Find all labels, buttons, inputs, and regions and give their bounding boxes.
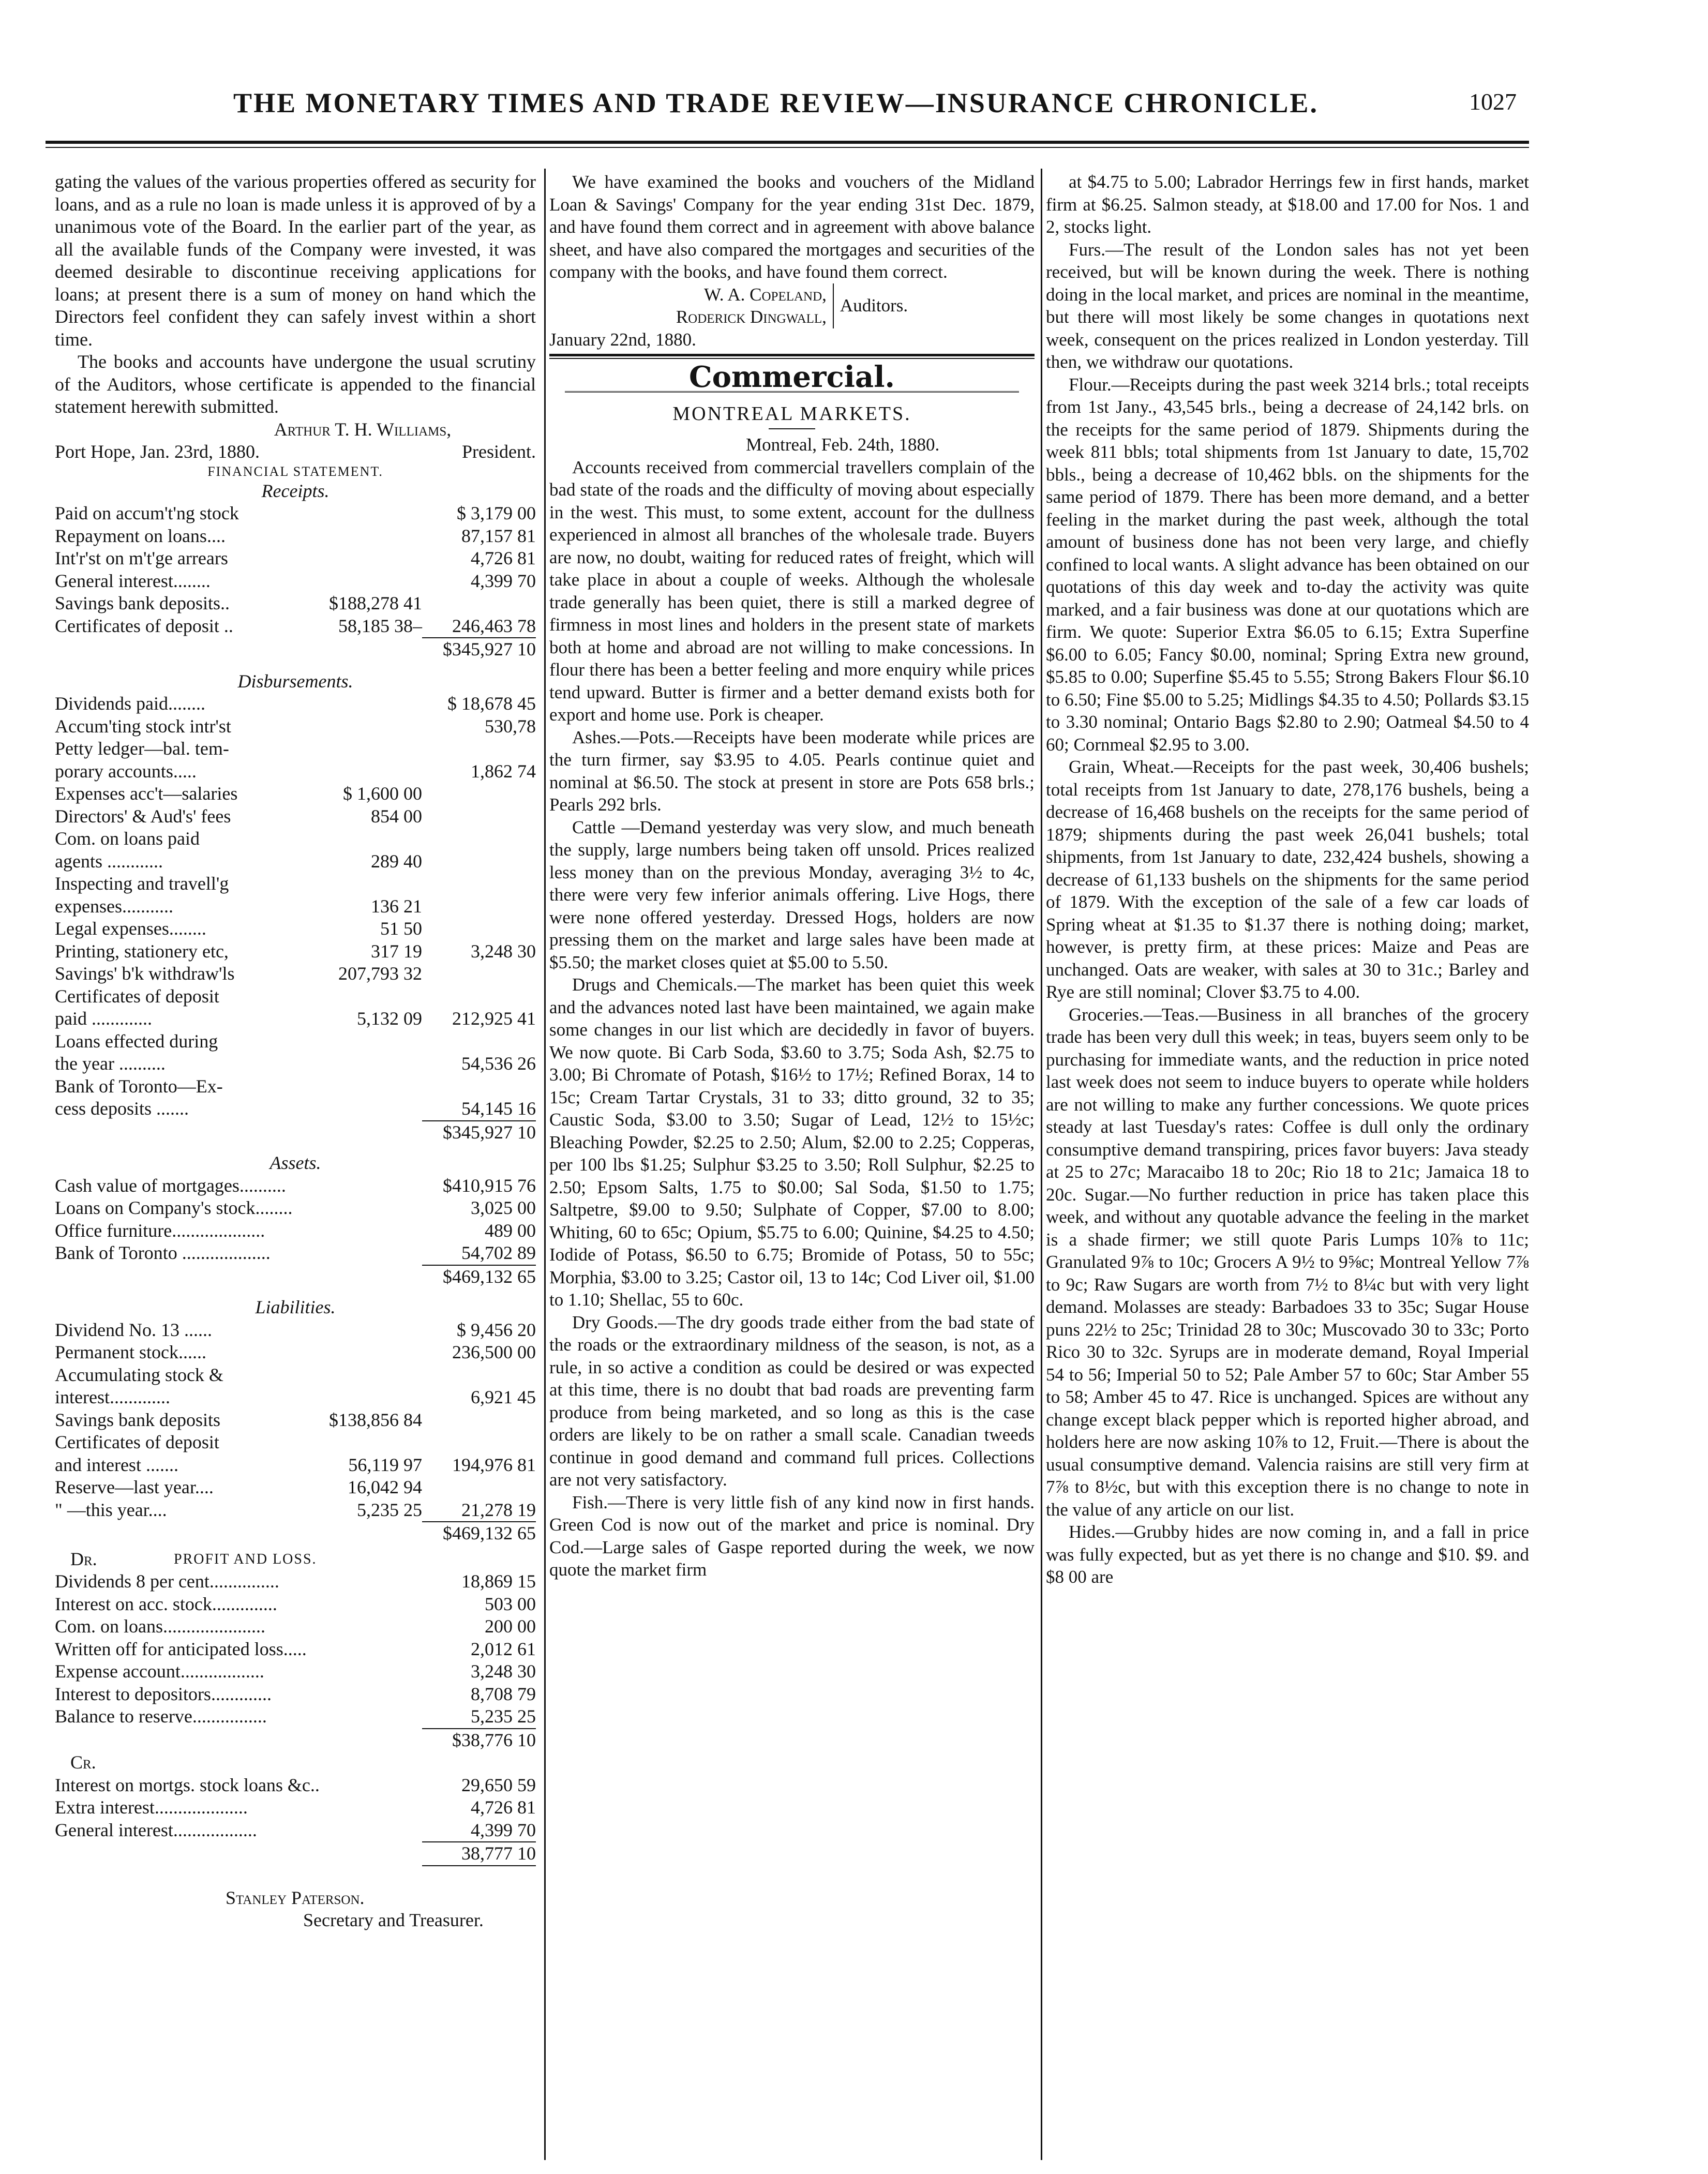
table-row [55,918,536,940]
row-label: Certificates of deposit .. [55,615,233,636]
row-sub-amount [319,1319,422,1342]
receipts-total: $345,927 10 [443,639,536,659]
market-paragraph: Grain, Wheat.—Receipts for the past week, 30,406 bushels; total receipts from 1st January to date, 278,176 bushels, being a decrease of 16,468 bushels on the receipts for the same period of 1879; shipments during the past week 26,041 bushels; total shipments, from 1st January to date, 232,424 bushels, showing a decrease of 61,133 bushels on the shipments for the same period of 1879. With the exception of the sale of a few car loads of Spring wheat at $1.35 to $1.37 there is nothing doing; market, however, is pretty firm, at these prices: Maize and Peas are unchanged. Oats are weaker, with sales at 30 to 31c.; Barley and Rye are still nominal; Clover $3.75 to 4.00. [1046,757,1529,1002]
row-sub-amount [319,1075,422,1098]
table-row [55,850,536,873]
row-label: Balance to reserve................ [55,1706,267,1727]
table-row [55,1796,536,1819]
auditor-2: Roderick Dingwall, [676,307,827,327]
table-row [55,1774,536,1797]
receipts-table [55,502,536,637]
table-row [55,1075,536,1098]
table-row [55,693,536,715]
column-3 [1046,171,1529,1588]
liabilities-total-row [55,1522,536,1545]
row-amount: 194,976 81 [452,1454,536,1475]
pl-total-row [55,1729,536,1752]
row-amount: 4,399 70 [471,1819,536,1840]
row-amount [422,805,536,828]
row-label: Bank of Toronto ................... [55,1242,271,1263]
table-row [55,1499,536,1522]
table-row [55,1386,536,1409]
market-paragraph: Ashes.—Pots.—Receipts have been moderate while prices are the turn firmer, say $3.95 to 4.05. Pearls continue quiet and nominal at $6.50. The stock at present in store are Pots 658 brls.; Pearls 292 brls. [549,727,1035,815]
signer-name: Arthur T. H. Williams, [274,418,452,440]
row-sub-amount [319,1364,422,1387]
row-sub-amount: 5,235 25 [357,1499,422,1520]
table-row [55,985,536,1008]
row-amount: 8,708 79 [471,1683,536,1704]
row-amount: $ 9,456 20 [457,1319,536,1340]
receipts-heading: Receipts. [261,480,329,501]
table-row [55,1319,536,1342]
row-amount [422,1409,536,1432]
column-2 [549,171,1035,1581]
auditors-block [549,283,1035,328]
cr-total-row [55,1842,536,1865]
table-row [55,1098,536,1120]
row-amount: $ 18,678 45 [447,693,536,714]
row-label: Dividend No. 13 ...... [55,1319,212,1340]
market-paragraph: Furs.—The result of the London sales has not yet been received, but will be known during the week. There is nothing doing in the local market, and prices are nominal in the meantime, but there will most likely be some changes in quotations next week, consequent on the prices realized in London yesterday. Till then, we withdraw our quotations. [1046,239,1529,372]
table-row [55,760,536,783]
credit-table [55,1774,536,1842]
row-sub-amount [319,1386,422,1409]
markets-title: MONTREAL MARKETS. [672,402,911,425]
table-row [55,1053,536,1075]
row-label: Savings bank deposits.. [55,593,230,613]
row-label: " —this year.... [55,1499,167,1520]
row-amount [422,918,536,940]
assets-total: $469,132 65 [443,1266,536,1287]
table-row [55,615,536,638]
row-amount: 4,726 81 [471,1797,536,1818]
statement-title: FINANCIAL STATEMENT. [207,463,383,479]
market-paragraph: Drugs and Chemicals.—The market has been quiet this week and the advances noted last have been maintained, we again make some changes in our list which are decidedly in favor of buyers. We now quote. Bi Carb Soda, $3.60 to 3.75; Soda Ash, $2.75 to 3.00; Bi Chromate of Potash, $16½ to 17½; Refined Borax, 14 to 15c; Cream Tartar Crystals, 31 to 33; ditto ground, 32 to 35; Caustic Soda, $3.00 to 3.50; Sugar of Lead, 12½ to 15½c; Bleaching Powder, $2.25 to 2.50; Alum, $2.00 to 2.25; Copperas, per 100 lbs $1.25; Sulphur $3.25 to 3.50; Roll Sulphur, $2.25 to 2.50; Epsom Salts, 1.75 to $0.00; Sal Soda, $1.50 to 1.75; Saltpetre, $9.00 to 9.50; Sulphate of Copper, $7.00 to 8.00; Whiting, 60 to 65c; Opium, $5.75 to 6.00; Quinine, $4.25 to 4.50; Iodide of Potass, $6.50 to 6.75; Bromide of Potass, 50 to 55c; Morphia, $3.00 to 3.25; Castor oil, 13 to 14c; Cod Liver oil, $1.00 to 1.10; Shellac, 55 to 60c. [549,974,1035,1310]
row-sub-amount: 317 19 [371,940,422,962]
row-sub-amount [319,1030,422,1053]
row-sub-amount [319,738,422,760]
market-paragraph: Fish.—There is very little fish of any kind now in first hands. Green Cod is now out of the market and price is nominal. Dry Cod.—Large sales of Gaspe reported during the week, we now quote the market firm [549,1492,1035,1580]
table-row [55,963,536,985]
row-label: expenses........... [55,895,173,917]
row-sub-amount: 51 50 [380,918,422,939]
row-label: Inspecting and travell'g [55,873,229,894]
row-amount: 5,235 25 [471,1706,536,1727]
row-amount [422,895,536,918]
table-row [55,570,536,593]
row-amount [422,738,536,760]
row-label: Com. on loans paid [55,828,200,849]
disbursements-table [55,693,536,1120]
table-row [55,1615,536,1638]
table-row [55,1570,536,1593]
table-row [55,895,536,918]
row-label: Com. on loans...................... [55,1616,266,1637]
table-row [55,525,536,548]
row-sub-amount: $188,278 41 [329,593,422,613]
row-amount: 3,248 30 [471,940,536,962]
row-label: and interest ....... [55,1454,178,1475]
row-amount [422,1476,536,1499]
column-divider-2 [1041,169,1042,2160]
assets-table [55,1175,536,1265]
disbursements-total: $345,927 10 [443,1121,536,1143]
row-amount: 489 00 [485,1220,536,1241]
row-amount: 18,869 15 [461,1571,536,1592]
row-label: cess deposits ....... [55,1098,189,1119]
table-row [55,828,536,850]
market-paragraph: Hides.—Grubby hides are now coming in, and a fall in price was fully expected, but as yet there is no change and $10. $9. and $8 00 are [1046,1522,1529,1587]
row-sub-amount [319,1431,422,1454]
table-row [55,1454,536,1477]
table-row [55,873,536,895]
row-label: interest............. [55,1387,170,1407]
row-amount [422,1030,536,1053]
row-sub-amount: 289 40 [371,850,422,872]
page-number: 1027 [1469,88,1517,115]
row-label: the year .......... [55,1053,166,1074]
row-amount [422,828,536,850]
row-label: Written off for anticipated loss..... [55,1638,307,1659]
row-label: Accumulating stock & [55,1364,223,1385]
row-label: Legal expenses........ [55,918,206,939]
table-row [55,1638,536,1661]
row-amount: $ 3,179 00 [457,503,536,523]
row-amount: 503 00 [485,1593,536,1614]
row-sub-amount [319,1098,422,1120]
row-label: Accum'ting stock intr'st [55,715,231,737]
row-label: Cash value of mortgages.......... [55,1175,286,1196]
row-sub-amount: 207,793 32 [338,963,422,984]
table-row [55,1242,536,1265]
row-sub-amount [319,693,422,715]
row-label: Expenses acc't—salaries [55,783,238,804]
table-row [55,592,536,615]
liabilities-heading: Liabilities. [255,1297,336,1317]
row-label: Loans effected during [55,1030,218,1052]
row-label: Extra interest.................... [55,1797,248,1818]
assets-heading: Assets. [269,1152,321,1173]
profit-loss-heading-row [55,1548,536,1571]
dateline: Montreal, Feb. 24th, 1880. [746,434,940,455]
row-label: Interest on acc. stock.............. [55,1593,277,1614]
table-row [55,1819,536,1842]
table-row [55,1683,536,1706]
row-amount [422,985,536,1008]
table-row [55,1008,536,1030]
row-amount: $410,915 76 [443,1175,536,1196]
market-report [549,456,1035,1581]
row-sub-amount: $138,856 84 [329,1409,422,1430]
market-paragraph: Flour.—Receipts during the past week 3214 brls.; total receipts from 1st Jany., 43,545 brls., being a decrease of 24,142 brls. on the receipts for the same period of 1879. Shipments during the week 811 bbls; total shipments from 1st January to date, 15,702 bbls., being a decrease of 10,462 bbls. on the shipments for the same period of 1879. There has been more demand, and a better feeling in the market during the past week, although the total amount of business done has not been very large, and chiefly confined to local wants. A slight advance has been obtained on our quotations of this day week and to-day the activity was quite marked, and a fair business was done at our quotations which are firm. We quote: Superior Extra $6.05 to 6.15; Extra Superfine $6.00 to 6.05; Fancy $0.00, nominal; Spring Extra new ground, $5.85 to 0.00; Superfine $5.45 to 5.55; Strong Bakers Flour $6.10 to 6.50; Fine $5.00 to 5.25; Midlings $4.35 to 4.50; Pollards $3.15 to 3.30 nominal; Ontario Bags $2.80 to 2.90; Oatmeal $4.50 to 4 60; Cornmeal $2.95 to 3.00. [1046,374,1529,755]
row-label: Expense account.................. [55,1661,264,1682]
market-paragraph: Dry Goods.—The dry goods trade either from the bad state of the roads or the extraordinary mildness of the season, is not, as a rule, in so active a condition as could be desired or was expected at this time, there is no doubt that bad roads are preventing farm produce from being marketed, and so long as this is the case orders are likely to be on rather a small scale. Canadian tweeds continue in good demand and command full prices. Collections are not very satisfactory. [549,1312,1035,1490]
row-label: Certificates of deposit [55,1432,219,1452]
row-label: Petty ledger—bal. tem- [55,738,229,759]
signer-place: Port Hope, Jan. 23rd, 1880. [55,441,260,462]
row-sub-amount: 58,185 38– [338,615,422,636]
table-row [55,1476,536,1499]
row-amount [422,1431,536,1454]
row-label: Directors' & Aud's' fees [55,805,231,827]
row-sub-amount [319,570,422,593]
closing-title: Secretary and Treasurer. [303,1910,484,1930]
row-label: Office furniture.................... [55,1220,265,1241]
row-label: agents ............ [55,850,163,872]
row-sub-amount: 854 00 [371,805,422,827]
table-row [55,1175,536,1197]
market-report-continued [1046,171,1529,1588]
table-row [55,1030,536,1053]
row-amount: 4,726 81 [471,548,536,568]
table-row [55,783,536,805]
row-sub-amount: 136 21 [371,895,422,917]
disbursements-heading: Disbursements. [237,670,353,692]
table-row [55,1364,536,1387]
row-sub-amount [319,547,422,570]
column-1 [55,171,536,1932]
row-sub-amount [319,502,422,525]
row-label: Loans on Company's stock........ [55,1197,293,1218]
table-row [55,547,536,570]
intro-paragraph-2: The books and accounts have undergone the usual scrutiny of the Auditors, whose certificate is appended to the financial statement herewith submitted. [55,351,536,417]
table-row [55,1197,536,1220]
assets-total-row [55,1266,536,1288]
table-row [55,738,536,760]
row-label: paid ............. [55,1008,152,1029]
table-row [55,502,536,525]
market-paragraph: Groceries.—Teas.—Business in all branches of the grocery trade has been very dull this week; in teas, buyers seem only to be purchasing for immediate wants, and the reduction in price noted last week does not seem to induce buyers to operate while holders are not willing to make any further concessions. We quote prices steady at last Tuesday's rates: Coffee is dull only the ordinary consumptive demand transpiring, prices favor buyers: Java steady at 25 to 27c; Maracaibo 18 to 20c; Rio 18 to 21c; Jamaica 18 to 20c. Sugar.—No further reduction in price has taken place this week, and without any quotable advance the feeling in the market is a shade firmer; we still quote Paris Lumps 10⅞ to 11c; Granulated 9⅞ to 10c; Grocers A 9½ to 9⅝c; Montreal Yellow 7⅞ to 9c; Raw Sugars are worth from 7½ to 8¼c but with very light demand. Molasses are steady: Barbadoes 33 to 35c; Sugar House puns 22½ to 25c; Trinidad 28 to 30c; Muscovado 30 to 33c; Porto Rico 30 to 32c. Syrups are in moderate demand, Royal Imperial 54 to 56; Imperial 50 to 52; Pale Amber 57 to 60c; Star Amber 55 to 58; Amber 45 to 47. Rice is unchanged. Spices are without any change except black pepper which is reported higher abroad, and holders here are now asking 10⅞ to 12, Fruit.—There is about the usual consumptive demand. Valencia raisins are still very firm at 7⅞ to 8½c, but with this exception there is no change to note in the value of any article on our list. [1046,1004,1529,1520]
row-label: Interest to depositors............. [55,1683,272,1704]
row-label: Repayment on loans.... [55,525,226,546]
row-label: Savings bank deposits [55,1409,220,1430]
row-amount [422,963,536,985]
row-amount: 4,399 70 [471,570,536,591]
row-amount: 87,157 81 [461,525,536,546]
market-paragraph: Accounts received from commercial travellers complain of the bad state of the roads and the difficulty of moving about especially in the west. This must, to some extent, account for the dullness experienced in almost all branches of the wholesale trade. Buyers are now, no doubt, waiting for reduced rates of freight, which will take place in about a couple of weeks. Although the wholesale trade generally has been quiet, there is still a marked degree of firmness in most lines and holders in the present state of markets both at home and abroad are not willing to make concessions. In flour there has been a better feeling and more enquiry while prices tend upward. Butter is firmer and a better demand exists both for export and home use. Pork is cheaper. [549,457,1035,725]
table-row [55,1341,536,1364]
market-paragraph: at $4.75 to 5.00; Labrador Herrings few in first hands, market firm at $6.25. Salmon steady, at $18.00 and 17.00 for Nos. 1 and 2, stocks light. [1046,172,1529,237]
row-label: General interest.................. [55,1819,257,1840]
signer-title: President. [462,441,536,462]
row-sub-amount [319,985,422,1008]
table-row [55,1431,536,1454]
row-amount: 3,025 00 [471,1197,536,1218]
row-amount: 212,925 41 [452,1008,536,1029]
row-label: Printing, stationery etc, [55,940,229,962]
disbursements-total-row [55,1121,536,1144]
row-sub-amount [319,715,422,738]
row-label: General interest........ [55,570,211,591]
audit-text: We have examined the books and vouchers of the Midland Loan & Savings' Company for the year ending 31st Dec. 1879, and have found them correct and in agreement with above balance sheet, and have also compared the mortgages and securities of the company with the books, and have found them correct. [549,172,1035,282]
row-label: Savings' b'k withdraw'ls [55,963,235,984]
row-amount: 29,650 59 [461,1774,536,1795]
row-amount: 21,278 19 [461,1499,536,1520]
table-row [55,805,536,828]
signer-line [55,441,536,463]
row-sub-amount: 56,119 97 [348,1454,422,1475]
profit-loss-table [55,1570,536,1728]
row-label: Dividends 8 per cent............... [55,1571,279,1592]
row-amount [422,783,536,805]
audit-date: January 22nd, 1880. [549,329,696,350]
row-amount: 200 00 [485,1616,536,1637]
table-row [55,1705,536,1728]
pl-cr-label: Cr. [70,1752,96,1773]
row-label: Permanent stock...... [55,1342,206,1362]
row-amount: 246,463 78 [452,615,536,636]
row-label: Dividends paid........ [55,693,205,714]
row-amount [422,1075,536,1098]
row-amount [422,873,536,895]
intro-paragraph-1: gating the values of the various properties offered as security for loans, and as a rule no loan is made unless it is approved of by a unanimous vote of the Board. In the earlier part of the year, as all the available funds of the Company were invested, it was deemed desirable to discontinue receiving applications for loans; at present there is a sum of money on hand which the Directors feel confident they can safely invest within a short time. [55,171,536,350]
pl-dr-label: Dr. [70,1548,97,1569]
receipts-total-row [55,638,536,661]
table-row [55,1660,536,1683]
liabilities-table [55,1319,536,1522]
row-label: Paid on accum't'ng stock [55,503,239,523]
row-sub-amount [319,873,422,895]
pl-heading: PROFIT AND LOSS. [174,1551,317,1567]
row-sub-amount [319,525,422,548]
row-amount: 54,145 16 [461,1098,536,1119]
row-amount: 3,248 30 [471,1661,536,1682]
row-label: Reserve—last year.... [55,1477,214,1497]
row-sub-amount: 16,042 94 [348,1477,422,1497]
row-amount [422,592,536,615]
table-row [55,940,536,963]
auditors-label: Auditors. [840,295,908,316]
row-sub-amount [319,1053,422,1075]
header-rule-thick [46,141,1529,144]
row-amount: 6,921 45 [471,1387,536,1407]
row-amount: 1,862 74 [471,760,536,782]
row-sub-amount: $ 1,600 00 [343,783,422,804]
row-sub-amount [319,1341,422,1364]
auditor-1: W. A. Copeland, [703,284,827,305]
row-sub-amount: 5,132 09 [357,1008,422,1029]
section-title: Commercial. [689,360,895,394]
column-divider-1 [544,169,546,2160]
row-amount: 2,012 61 [471,1638,536,1659]
row-amount [422,850,536,873]
cr-total: 38,777 10 [461,1843,536,1864]
table-row [55,1593,536,1616]
pl-total: $38,776 10 [452,1729,536,1750]
row-sub-amount [319,828,422,850]
market-paragraph: Cattle —Demand yesterday was very slow, and much beneath the supply, large numbers being taken off unsold. Prices realized less money than on the previous Monday, averaging 3½ to 4c, there were very few inferior animals offering. Live Hogs, there were none offered yesterday. Dressed Hogs, holders are now pressing them on the market and large sales have been made at $5.50; the market closes quiet at $5.00 to 5.50. [549,817,1035,972]
table-row [55,1220,536,1242]
row-amount: 54,702 89 [461,1242,536,1263]
page-title: THE MONETARY TIMES AND TRADE REVIEW—INSURANCE CHRONICLE. [233,87,1319,118]
row-label: Int'r'st on m't'ge arrears [55,548,228,568]
row-label: Bank of Toronto—Ex- [55,1075,223,1097]
row-amount: 54,536 26 [461,1053,536,1074]
closing-name: Stanley Paterson. [226,1887,365,1908]
row-amount: 530,78 [485,715,536,737]
row-label: porary accounts..... [55,760,197,782]
row-amount: 236,500 00 [452,1342,536,1362]
table-row [55,1409,536,1432]
row-sub-amount [319,760,422,783]
header-rule-thin [46,147,1529,148]
row-amount [422,1364,536,1387]
liabilities-total: $469,132 65 [443,1523,536,1543]
row-label: Interest on mortgs. stock loans &c.. [55,1774,320,1795]
table-row [55,715,536,738]
row-label: Certificates of deposit [55,985,219,1007]
sum-rule [422,1865,536,1866]
